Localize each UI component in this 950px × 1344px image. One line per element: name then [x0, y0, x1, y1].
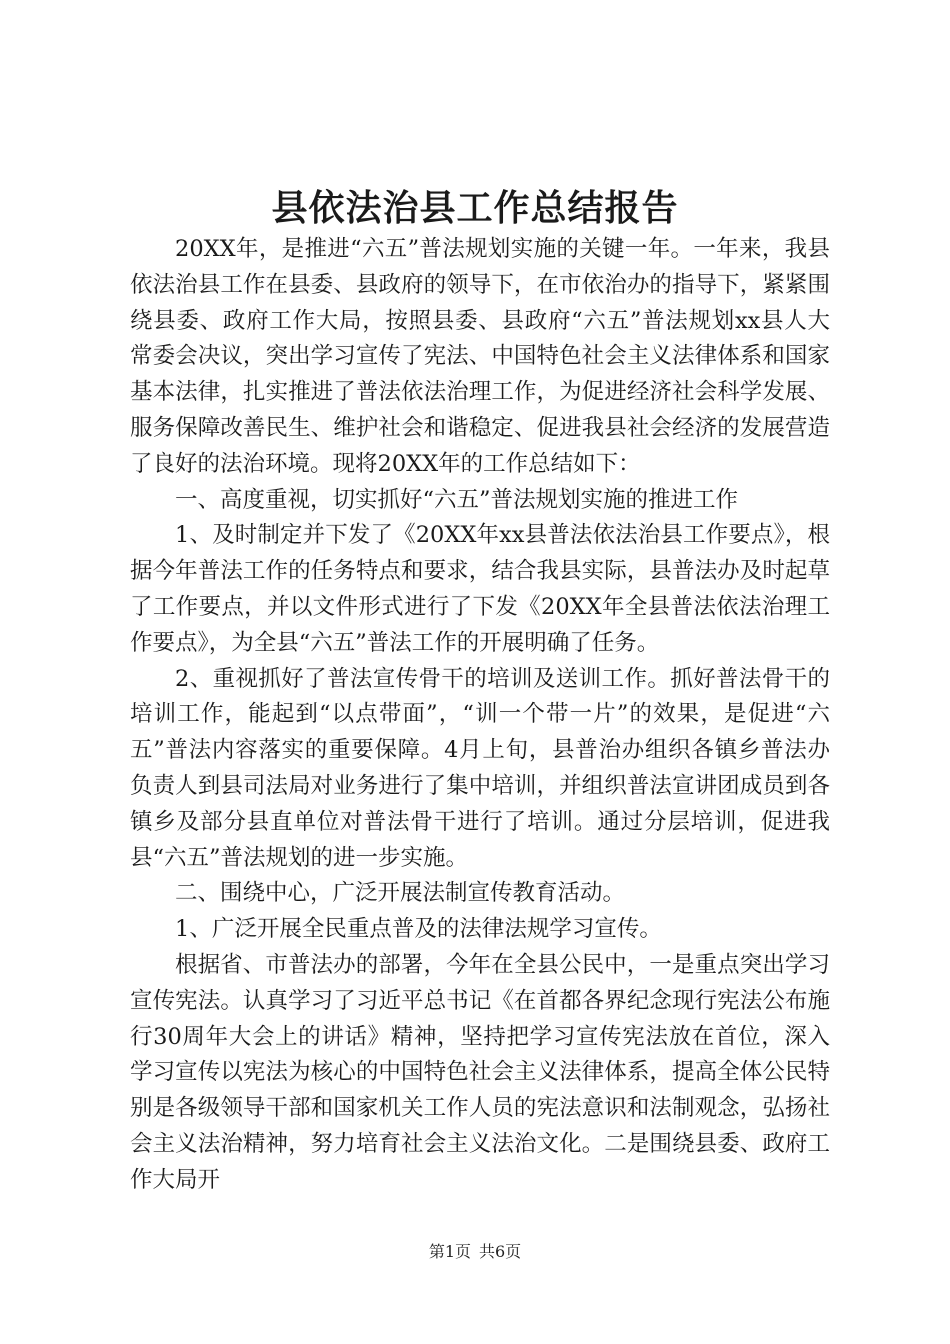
paragraph-intro: 20XX年，是推进“六五”普法规划实施的关键一年。一年来，我县依法治县工作在县委、县政府的领导下，在市依治办的指导下，紧紧围绕县委、政府工作大局，按照县委、县政府“六五”普法规划xx县人大常委会决议，突出学习宣传了宪法、中国特色社会主义法律体系和国家基本法律，扎实推进了普法依法治理工作，为促进经济社会科学发展、服务保障改善民生、维护社会和谐稳定、促进我县社会经济的发展营造了良好的法治环境。现将20XX年的工作总结如下：: [130, 236, 830, 477]
page-footer: [0, 1240, 950, 1264]
document-body: [130, 232, 830, 1199]
paragraph-item-1: 1、及时制定并下发了《20XX年xx县普法依法治县工作要点》，根据今年普法工作的任务特点和要求，结合我县实际，县普法办及时起草了工作要点，并以文件形式进行了下发《20XX年全县普法依法治理工作要点》，为全县“六五”普法工作的开展明确了任务。: [130, 522, 830, 656]
section-heading-two: 二、围绕中心，广泛开展法制宣传教育活动。: [175, 880, 626, 907]
paragraph-body: 根据省、市普法办的部署，今年在全县公民中，一是重点突出学习宣传宪法。认真学习了习近平总书记《在首都各界纪念现行宪法公布施行30周年大会上的讲话》精神，坚持把学习宣传宪法放在首位，深入学习宣传以宪法为核心的中国特色社会主义法律体系，提高全体公民特别是各级领导干部和国家机关工作人员的宪法意识和法制观念，弘扬社会主义法治精神，努力培育社会主义法治文化。二是围绕县委、政府工作大局开: [130, 951, 830, 1193]
page-number: 第1页: [428, 1242, 471, 1261]
page-total: 共6页: [479, 1242, 522, 1261]
subsection-heading-1: 1、广泛开展全民重点普及的法律法规学习宣传。: [175, 916, 662, 943]
document-title: 县依法治县工作总结报告: [271, 187, 679, 229]
section-heading-one: 一、高度重视，切实抓好“六五”普法规划实施的推进工作: [175, 486, 739, 513]
paragraph-item-2: 2、重视抓好了普法宣传骨干的培训及送训工作。抓好普法骨干的培训工作，能起到“以点带面”，“训一个带一片”的效果，是促进“六五”普法内容落实的重要保障。4月上旬，县普治办组织各镇乡普法办负责人到县司法局对业务进行了集中培训，并组织普法宣讲团成员到各镇乡及部分县直单位对普法骨干进行了培训。通过分层培训，促进我县“六五”普法规划的进一步实施。: [130, 665, 830, 871]
